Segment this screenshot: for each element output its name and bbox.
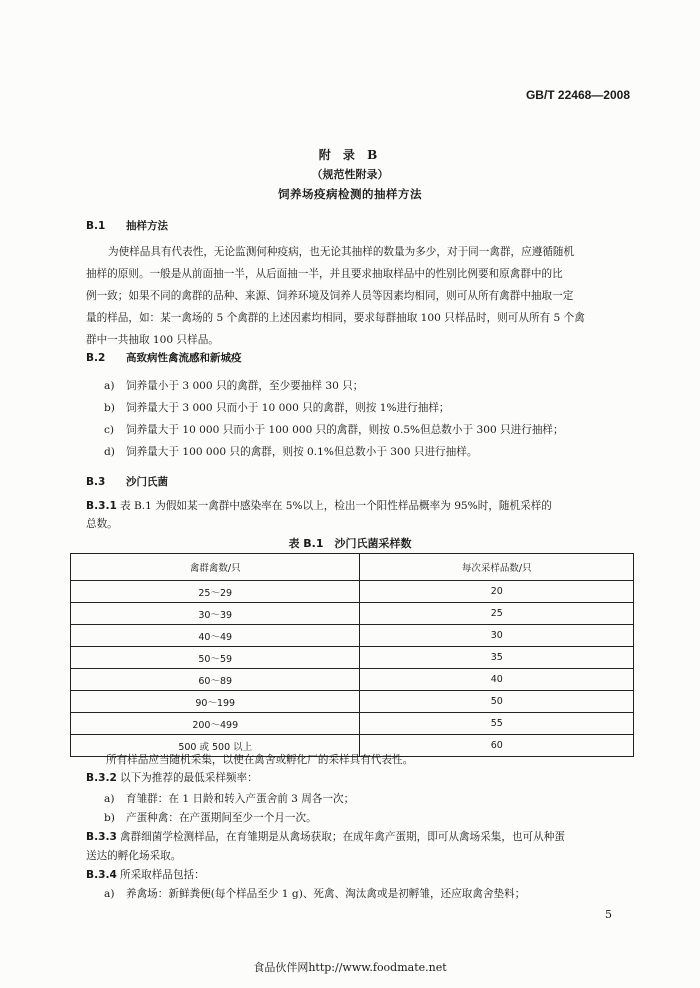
section-number: B.2 — [86, 352, 106, 364]
appendix-type: （规范性附录） — [311, 168, 389, 181]
list-item — [104, 444, 477, 459]
table-cell: 30～39 — [71, 603, 360, 625]
paragraph-line: 群中一共抽取 100 只样品。 — [86, 334, 219, 346]
table-title: 表 B.1 沙门氏菌采样数 — [288, 537, 412, 550]
clause-b33 — [86, 829, 565, 844]
list-label: b) — [104, 812, 115, 824]
table-cell: 30 — [360, 625, 634, 647]
list-label: d) — [104, 446, 115, 458]
list-label: a) — [104, 793, 115, 805]
table-cell: 25～29 — [71, 581, 360, 603]
table-row — [71, 713, 634, 735]
table-cell: 60 — [360, 735, 634, 757]
table-cell: 500 或 500 以上 — [71, 735, 360, 757]
table-cell: 60～89 — [71, 669, 360, 691]
clause-b31 — [86, 498, 552, 513]
table-row — [71, 603, 634, 625]
table-row — [71, 669, 634, 691]
list-text: 饲养量大于 3 000 只而小于 10 000 只的禽群，则按 1%进行抽样； — [126, 402, 450, 414]
clause-text: 表 B.1 为假如某一禽群中感染率在 5%以上，检出一个阳性样品概率为 95%时，随机采样的 — [120, 500, 552, 512]
clause-text: 以下为推荐的最低采样频率： — [120, 772, 258, 784]
after-table-note: 所有样品应当随机采集，以使在禽舍或孵化厂的采样具有代表性。 — [106, 754, 414, 766]
section-number: B.3 — [86, 476, 106, 488]
list-item — [104, 791, 354, 806]
table-cell: 200～499 — [71, 713, 360, 735]
clause-number: B.3.1 — [86, 500, 117, 512]
clause-b32 — [86, 770, 258, 785]
clause-number: B.3.2 — [86, 772, 117, 784]
table-cell: 35 — [360, 647, 634, 669]
footer-watermark: 食品伙伴网http://www.foodmate.net — [253, 961, 447, 974]
page-number: 5 — [605, 908, 612, 921]
table-cell: 50 — [360, 691, 634, 713]
list-text: 饲养量大于 10 000 只而小于 100 000 只的禽群，则按 0.5%但总数小于 300 只进行抽样； — [126, 424, 564, 436]
section-title: 高致病性禽流感和新城疫 — [126, 352, 242, 364]
list-label: b) — [104, 402, 115, 414]
table-cell: 55 — [360, 713, 634, 735]
standard-number: GB/T 22468—2008 — [525, 88, 630, 102]
sampling-table — [70, 553, 634, 757]
list-item — [104, 886, 525, 901]
list-label: c) — [104, 424, 115, 436]
list-item — [104, 400, 450, 415]
list-label: a) — [104, 380, 115, 392]
clause-b34 — [86, 867, 205, 882]
paragraph-line: 抽样的原则。一般是从前面抽一半，从后面抽一半，并且要求抽取样品中的性别比例要和原禽群中的比 — [86, 268, 563, 280]
list-text: 产蛋种禽：在产蛋期间至少一个月一次。 — [126, 812, 317, 824]
table-header-row — [71, 554, 634, 581]
section-title: 沙门氏菌 — [126, 476, 168, 488]
paragraph-line: 例一致；如果不同的禽群的品种、来源、饲养环境及饲养人员等因素均相同，则可从所有禽群中抽取一定 — [86, 290, 574, 302]
list-item — [104, 810, 317, 825]
list-item — [104, 378, 363, 393]
section-b2-heading — [86, 350, 242, 365]
clause-number: B.3.4 — [86, 869, 117, 881]
list-item — [104, 422, 564, 437]
table-header-cell: 禽群禽数/只 — [71, 554, 360, 581]
list-text: 养禽场：新鲜粪便(每个样品至少 1 g)、死禽、淘汰禽或是初孵雏，还应取禽舍垫料； — [126, 888, 526, 900]
list-text: 饲养量大于 100 000 只的禽群，则按 0.1%但总数小于 300 只进行抽样。 — [126, 446, 478, 458]
table-row — [71, 647, 634, 669]
list-text: 饲养量小于 3 000 只的禽群，至少要抽样 30 只； — [126, 380, 364, 392]
table-row — [71, 581, 634, 603]
appendix-title: 附 录 B — [318, 148, 382, 162]
clause-b31-continued: 总数。 — [86, 518, 118, 530]
list-text: 育雏群：在 1 日龄和转入产蛋舍前 3 周各一次； — [126, 793, 355, 805]
table-cell: 40 — [360, 669, 634, 691]
paragraph-line: 为使样品具有代表性，无论监测何种疫病，也无论其抽样的数量为多少，对于同一禽群，应遵循随机 — [108, 246, 575, 258]
table-row — [71, 691, 634, 713]
appendix-name: 饲养场疫病检测的抽样方法 — [278, 187, 422, 201]
table-row — [71, 625, 634, 647]
clause-number: B.3.3 — [86, 831, 117, 843]
table-header-cell: 每次采样品数/只 — [360, 554, 634, 581]
table-cell: 40～49 — [71, 625, 360, 647]
section-b3-heading — [86, 474, 168, 489]
section-b1-heading — [86, 218, 168, 233]
table-cell: 25 — [360, 603, 634, 625]
table-cell: 90～199 — [71, 691, 360, 713]
section-b1-paragraph — [86, 241, 620, 351]
list-label: a) — [104, 888, 115, 900]
table-cell: 20 — [360, 581, 634, 603]
clause-text: 所采取样品包括： — [120, 869, 205, 881]
table-cell: 50～59 — [71, 647, 360, 669]
section-title: 抽样方法 — [126, 220, 168, 232]
clause-text: 禽群细菌学检测样品，在育雏期是从禽场获取；在成年禽产蛋期，即可从禽场采集，也可从种蛋 — [120, 831, 565, 843]
section-number: B.1 — [86, 220, 106, 232]
clause-b33-continued: 送达的孵化场采取。 — [86, 850, 182, 862]
paragraph-line: 量的样品，如：某一禽场的 5 个禽群的上述因素均相同，要求每群抽取 100 只样品时，则可从所有 5 个禽 — [86, 312, 585, 324]
